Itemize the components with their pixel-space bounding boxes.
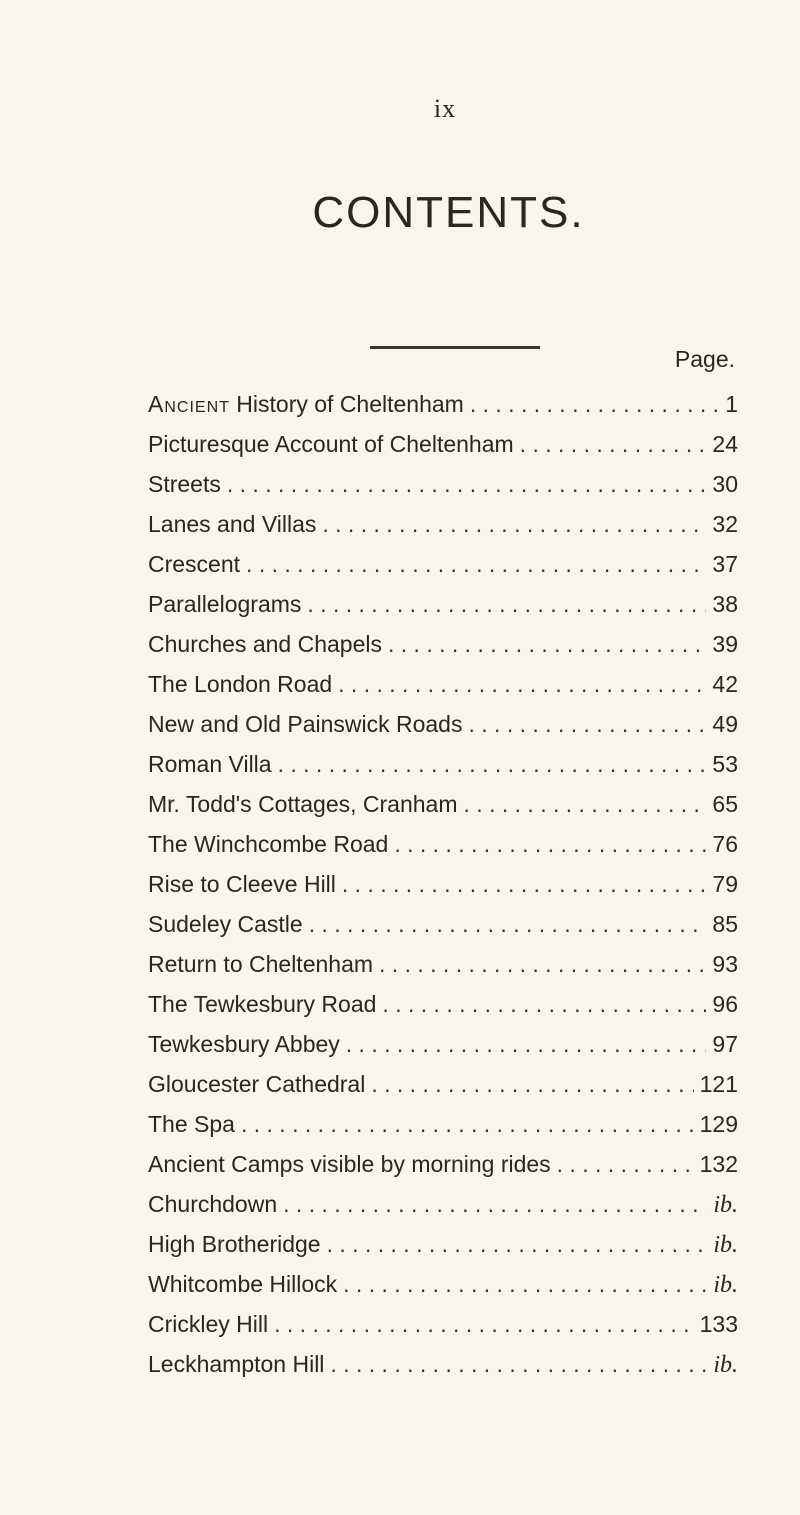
- dot-leader: [464, 784, 707, 824]
- toc-entry: [148, 1264, 738, 1304]
- toc-entry-title-smallcaps: Ancient: [148, 391, 230, 417]
- toc-entry-title: Lanes and Villas: [148, 511, 317, 537]
- toc-entry-page: ib.: [713, 1272, 738, 1298]
- dot-leader: [338, 664, 706, 704]
- toc-entry: [148, 424, 738, 464]
- dot-leader: [274, 1304, 694, 1344]
- dot-leader: [394, 824, 706, 864]
- toc-entry: [148, 904, 738, 944]
- toc-entry: [148, 824, 738, 864]
- dot-leader: [327, 1224, 708, 1264]
- toc-entry-title: Crescent: [148, 551, 241, 577]
- toc-entry-page: 38: [712, 591, 738, 617]
- toc-entry: [148, 744, 738, 784]
- dot-leader: [557, 1144, 694, 1184]
- toc-entry-title: The Spa: [148, 1111, 235, 1137]
- toc-entry-page: 133: [699, 1311, 738, 1337]
- toc-entry-title: Tewkesbury Abbey: [148, 1031, 340, 1057]
- dot-leader: [520, 424, 707, 464]
- page-title: CONTENTS.: [312, 188, 585, 237]
- dot-leader: [241, 1104, 694, 1144]
- toc-entry-page: 96: [712, 991, 738, 1017]
- toc-entry-title: The Winchcombe Road: [148, 831, 389, 857]
- toc-entry-page: 85: [712, 911, 738, 937]
- dot-leader: [382, 984, 706, 1024]
- dot-leader: [278, 744, 707, 784]
- toc-entry: [148, 544, 738, 584]
- toc-entry-page: 132: [699, 1151, 738, 1177]
- table-of-contents: [148, 384, 738, 1384]
- toc-entry: [148, 1304, 738, 1344]
- toc-entry-page: ib.: [713, 1192, 738, 1218]
- toc-entry-title: Whitcombe Hillock: [148, 1271, 338, 1297]
- dot-leader: [388, 624, 706, 664]
- toc-entry-title: Crickley Hill: [148, 1311, 269, 1337]
- toc-entry-page: 76: [712, 831, 738, 857]
- toc-entry-page: 1: [725, 391, 738, 417]
- toc-entry-title: High Brotheridge: [148, 1231, 321, 1257]
- dot-leader: [246, 544, 706, 584]
- toc-entry-title: Parallelograms: [148, 591, 302, 617]
- dot-leader: [371, 1064, 693, 1104]
- toc-entry: [148, 1064, 738, 1104]
- toc-entry: [148, 864, 738, 904]
- toc-entry-title: Streets: [148, 471, 221, 497]
- toc-entry: [148, 584, 738, 624]
- dot-leader: [227, 464, 707, 504]
- toc-entry-page: 79: [712, 871, 738, 897]
- dot-leader: [379, 944, 706, 984]
- toc-entry-page: 24: [712, 431, 738, 457]
- toc-entry-title: Sudeley Castle: [148, 911, 303, 937]
- toc-entry: [148, 944, 738, 984]
- toc-entry-title: Return to Cheltenham: [148, 951, 374, 977]
- dot-leader: [307, 584, 706, 624]
- page-column-label: Page.: [674, 346, 735, 372]
- toc-entry-page: 93: [712, 951, 738, 977]
- toc-entry: [148, 1344, 738, 1384]
- toc-entry-title: Leckhampton Hill: [148, 1351, 325, 1377]
- toc-entry-page: ib.: [713, 1352, 738, 1378]
- toc-entry: [148, 784, 738, 824]
- toc-entry-page: 37: [712, 551, 738, 577]
- toc-entry-page: 53: [712, 751, 738, 777]
- toc-entry-page: 121: [699, 1071, 738, 1097]
- toc-entry: [148, 504, 738, 544]
- toc-entry-title: Churches and Chapels: [148, 631, 382, 657]
- toc-entry-title-rest: History of Cheltenham: [229, 391, 464, 417]
- toc-entry-page: 42: [712, 671, 738, 697]
- toc-entry-page: 65: [712, 791, 738, 817]
- toc-entry-title: Gloucester Cathedral: [148, 1071, 366, 1097]
- dot-leader: [346, 1024, 707, 1064]
- toc-entry: [148, 984, 738, 1024]
- toc-entry-page: 129: [699, 1111, 738, 1137]
- toc-entry-page: 49: [712, 711, 738, 737]
- dot-leader: [322, 504, 706, 544]
- toc-entry: [148, 1184, 738, 1224]
- toc-entry-title: New and Old Painswick Roads: [148, 711, 463, 737]
- dot-leader: [330, 1344, 707, 1384]
- toc-entry-page: ib.: [713, 1232, 738, 1258]
- toc-entry-page: 32: [712, 511, 738, 537]
- toc-entry-title: The London Road: [148, 671, 333, 697]
- dot-leader: [343, 1264, 707, 1304]
- dot-leader: [470, 384, 719, 424]
- toc-entry: [148, 384, 738, 424]
- toc-entry-title: Rise to Cleeve Hill: [148, 871, 336, 897]
- toc-entry: [148, 1024, 738, 1064]
- toc-entry-page: 97: [712, 1031, 738, 1057]
- toc-entry-page: 30: [712, 471, 738, 497]
- toc-entry-title: Roman Villa: [148, 751, 272, 777]
- toc-entry-title: The Tewkesbury Road: [148, 991, 377, 1017]
- toc-entry-page: 39: [712, 631, 738, 657]
- toc-entry: [148, 624, 738, 664]
- toc-entry-title: Ancient Camps visible by morning rides: [148, 1151, 551, 1177]
- toc-entry: [148, 464, 738, 504]
- toc-entry-title: Mr. Todd's Cottages, Cranham: [148, 791, 458, 817]
- page-number: ix: [433, 94, 457, 123]
- toc-entry: [148, 664, 738, 704]
- toc-entry: [148, 704, 738, 744]
- dot-leader: [468, 704, 706, 744]
- toc-entry-title: Picturesque Account of Cheltenham: [148, 431, 514, 457]
- toc-entry: [148, 1144, 738, 1184]
- dot-leader: [283, 1184, 707, 1224]
- toc-entry-title: Churchdown: [148, 1191, 278, 1217]
- toc-entry: [148, 1224, 738, 1264]
- toc-entry-title: [148, 384, 464, 424]
- toc-entry: [148, 1104, 738, 1144]
- dot-leader: [342, 864, 707, 904]
- dot-leader: [309, 904, 707, 944]
